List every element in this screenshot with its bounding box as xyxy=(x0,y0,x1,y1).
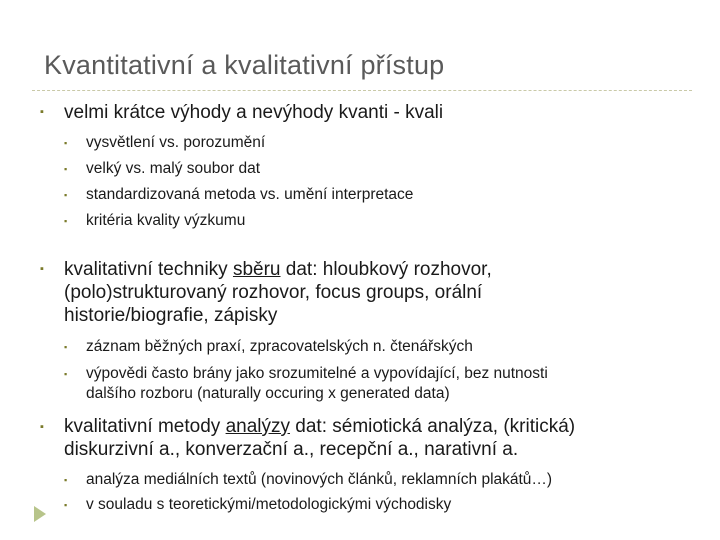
sub-bullet-3-2: v souladu s teoretickými/metodologickými východisky xyxy=(86,496,452,513)
bullet-marker-3: ▪ xyxy=(40,421,44,433)
bullet-2-line-2: (polo)strukturovaný rozhovor, focus groups, orální xyxy=(64,282,483,303)
sub-bullet-1-1: vysvětlení vs. porozumění xyxy=(86,134,266,151)
underlined-word-sberu: sběru xyxy=(232,259,281,280)
bullet-2-line-1: kvalitativní techniky sběru dat: hloubkový rozhovor, xyxy=(64,259,492,280)
sub-bullet-3-1: analýza mediálních textů (novinových článků, reklamních plakátů…) xyxy=(86,471,553,488)
sub-bullet-2-1: záznam běžných praxí, zpracovatelských n. čtenářských xyxy=(86,338,473,355)
sub-bullet-2-2-line-2: dalšího rozboru (naturally occuring x generated data) xyxy=(86,385,450,402)
sub-bullet-2-2 xyxy=(86,364,686,404)
bullet-marker-2: ▪ xyxy=(40,263,44,275)
sub-bullet-marker: ▪ xyxy=(64,475,68,485)
bullet-marker-1: ▪ xyxy=(40,106,44,118)
bullet-3 xyxy=(64,415,684,461)
sub-bullet-1-4: kritéria kvality výzkumu xyxy=(86,212,246,229)
sub-bullet-1-2: velký vs. malý soubor dat xyxy=(86,160,261,177)
sub-bullet-marker: ▪ xyxy=(64,164,68,174)
bullet-3-line-1: kvalitativní metody analýzy dat: sémiotická analýza, (kritická) xyxy=(64,416,576,437)
bullet-3-line-2: diskurzivní a., konverzační a., recepční a., narativní a. xyxy=(64,439,519,460)
sub-bullet-2-2-line-1: výpovědi často brány jako srozumitelné a vypovídající, bez nutnosti xyxy=(86,365,548,382)
slide-title: Kvantitativní a kvalitativní přístup xyxy=(44,50,445,80)
sub-bullet-marker: ▪ xyxy=(64,500,68,510)
bullet-1: velmi krátce výhody a nevýhody kvanti - kvali xyxy=(64,102,444,123)
sub-bullet-1-3: standardizovaná metoda vs. umění interpretace xyxy=(86,186,414,203)
sub-bullet-marker: ▪ xyxy=(64,190,68,200)
sub-bullet-marker: ▪ xyxy=(64,216,68,226)
underlined-word-analyzy: analýzy xyxy=(225,416,290,437)
play-triangle-icon[interactable] xyxy=(34,506,46,522)
title-divider xyxy=(32,90,692,91)
bullet-2-line-3: historie/biografie, zápisky xyxy=(64,305,278,326)
bullet-2 xyxy=(64,258,684,327)
sub-bullet-marker: ▪ xyxy=(64,138,68,148)
sub-bullet-marker: ▪ xyxy=(64,369,68,379)
sub-bullet-marker: ▪ xyxy=(64,342,68,352)
